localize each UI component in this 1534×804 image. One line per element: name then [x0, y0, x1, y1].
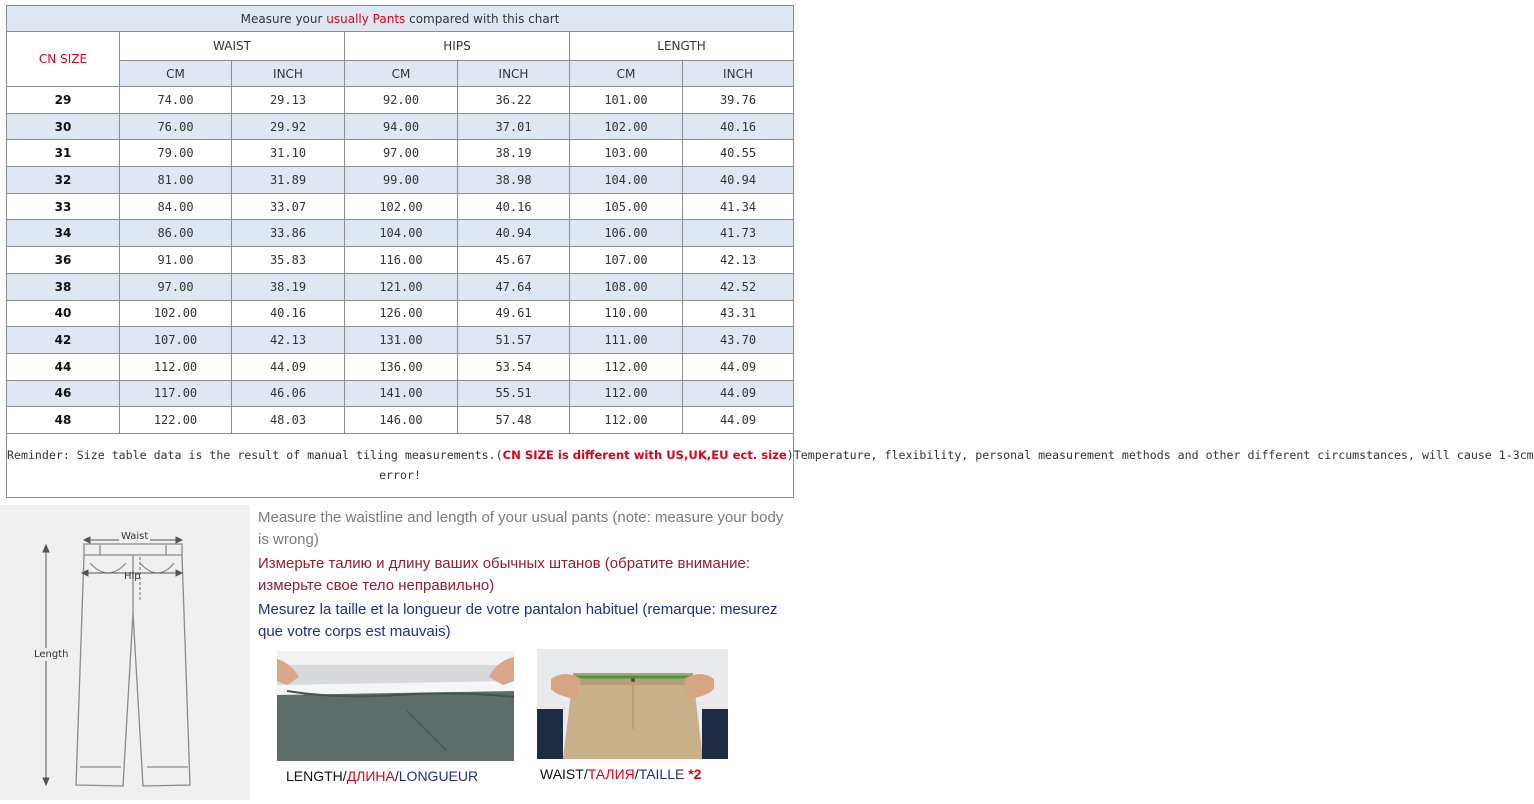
measurement-cell: 37.01 — [458, 113, 570, 140]
measurement-cell: 31.10 — [232, 140, 345, 167]
measurement-cell: 44.09 — [232, 353, 345, 380]
size-cell: 36 — [7, 247, 120, 274]
size-cell: 44 — [7, 353, 120, 380]
measurement-cell: 33.86 — [232, 220, 345, 247]
size-cell: 34 — [7, 220, 120, 247]
measurement-cell: 112.00 — [570, 407, 683, 434]
unit-header: CM — [345, 61, 458, 87]
measurement-cell: 112.00 — [570, 380, 683, 407]
size-cell: 42 — [7, 327, 120, 354]
size-row — [7, 353, 794, 380]
instruction-french: Mesurez la taille et la longueur de votre pantalon habituel (remarque: mesurez que votre corps est mauvais) — [258, 601, 778, 640]
caption-accent: usually Pants — [326, 11, 406, 26]
length-caption: LENGTH/ДЛИНА/LONGUEUR — [286, 768, 479, 784]
measurement-cell: 94.00 — [345, 113, 458, 140]
unit-header: INCH — [683, 61, 794, 87]
measurement-cell: 57.48 — [458, 407, 570, 434]
waist-label: Waist — [121, 531, 149, 542]
size-row — [7, 273, 794, 300]
measurement-cell: 45.67 — [458, 247, 570, 274]
measurement-cell: 35.83 — [232, 247, 345, 274]
measurement-cell: 86.00 — [120, 220, 232, 247]
size-cell: 31 — [7, 140, 120, 167]
measurement-cell: 112.00 — [120, 353, 232, 380]
unit-header-row — [7, 61, 794, 87]
size-cell: 38 — [7, 273, 120, 300]
hip-label: Hip — [124, 571, 141, 582]
measurement-cell: 91.00 — [120, 247, 232, 274]
measurement-cell: 29.92 — [232, 113, 345, 140]
measurement-cell: 97.00 — [345, 140, 458, 167]
size-row — [7, 247, 794, 274]
measurement-cell: 43.31 — [683, 300, 794, 327]
measurement-cell: 42.13 — [232, 327, 345, 354]
measurement-cell: 136.00 — [345, 353, 458, 380]
measurement-cell: 39.76 — [683, 87, 794, 114]
measurement-cell: 38.19 — [458, 140, 570, 167]
measurement-cell: 111.00 — [570, 327, 683, 354]
measurement-cell: 40.16 — [683, 113, 794, 140]
waist-header: WAIST — [120, 32, 345, 61]
measurement-cell: 84.00 — [120, 193, 232, 220]
measurement-cell: 42.13 — [683, 247, 794, 274]
measurement-cell: 131.00 — [345, 327, 458, 354]
measurement-cell: 108.00 — [570, 273, 683, 300]
measurement-cell: 53.54 — [458, 353, 570, 380]
measurement-cell: 48.03 — [232, 407, 345, 434]
measurement-cell: 102.00 — [120, 300, 232, 327]
reminder-note: Reminder: Size table data is the result of manual tiling measurements.(CN SIZE is different with US,UK,EU ect. size)Temperature, flexibility, personal measurement methods and other different circumstances, will cause 1-3cm error! — [7, 433, 794, 497]
measurement-cell: 29.13 — [232, 87, 345, 114]
measurement-cell: 146.00 — [345, 407, 458, 434]
measurement-cell: 40.16 — [232, 300, 345, 327]
measurement-cell: 44.09 — [683, 380, 794, 407]
measurement-cell: 40.55 — [683, 140, 794, 167]
measuring-waist-photo-icon — [537, 649, 728, 759]
measurement-cell: 42.52 — [683, 273, 794, 300]
size-row — [7, 220, 794, 247]
size-chart-table — [6, 5, 1534, 498]
measurement-cell: 126.00 — [345, 300, 458, 327]
measurement-cell: 41.73 — [683, 220, 794, 247]
unit-header: CM — [570, 61, 683, 87]
measurement-cell: 46.06 — [232, 380, 345, 407]
measurement-cell: 121.00 — [345, 273, 458, 300]
length-measurement-photo — [277, 651, 514, 761]
measurement-cell: 40.16 — [458, 193, 570, 220]
size-row — [7, 140, 794, 167]
measurement-cell: 79.00 — [120, 140, 232, 167]
instruction-english: Measure the waistline and length of your usual pants (note: measure your body is wrong) — [258, 509, 784, 548]
measurement-cell: 122.00 — [120, 407, 232, 434]
measurement-cell: 31.89 — [232, 167, 345, 194]
measurement-cell: 107.00 — [120, 327, 232, 354]
measuring-length-photo-icon — [277, 651, 514, 761]
reminder-accent: CN SIZE is different with US,UK,EU ect. size — [502, 448, 787, 463]
measurement-cell: 110.00 — [570, 300, 683, 327]
measurement-cell: 107.00 — [570, 247, 683, 274]
measurement-cell: 33.07 — [232, 193, 345, 220]
measurement-cell: 38.19 — [232, 273, 345, 300]
size-row — [7, 327, 794, 354]
reminder-row — [7, 433, 794, 497]
measurement-cell: 47.64 — [458, 273, 570, 300]
size-row — [7, 193, 794, 220]
measurement-cell: 104.00 — [345, 220, 458, 247]
size-row — [7, 113, 794, 140]
measurement-cell: 99.00 — [345, 167, 458, 194]
measurement-cell: 40.94 — [458, 220, 570, 247]
size-cell: 29 — [7, 87, 120, 114]
size-cell: 48 — [7, 407, 120, 434]
measurement-cell: 76.00 — [120, 113, 232, 140]
size-cell: 46 — [7, 380, 120, 407]
group-header-row — [7, 32, 794, 61]
size-row — [7, 167, 794, 194]
measurement-cell: 74.00 — [120, 87, 232, 114]
unit-header: INCH — [458, 61, 570, 87]
measurement-cell: 92.00 — [345, 87, 458, 114]
measurement-cell: 97.00 — [120, 273, 232, 300]
size-cell: 40 — [7, 300, 120, 327]
measurement-cell: 55.51 — [458, 380, 570, 407]
measurement-cell: 49.61 — [458, 300, 570, 327]
measurement-cell: 105.00 — [570, 193, 683, 220]
measurement-cell: 36.22 — [458, 87, 570, 114]
cn-size-header: CN SIZE — [7, 32, 120, 87]
unit-header: CM — [120, 61, 232, 87]
measurement-cell: 81.00 — [120, 167, 232, 194]
measurement-cell: 38.98 — [458, 167, 570, 194]
measurement-cell: 104.00 — [570, 167, 683, 194]
size-cell: 33 — [7, 193, 120, 220]
size-cell: 30 — [7, 113, 120, 140]
size-row — [7, 87, 794, 114]
size-row — [7, 300, 794, 327]
measurement-cell: 102.00 — [345, 193, 458, 220]
size-row — [7, 407, 794, 434]
measurement-cell: 102.00 — [570, 113, 683, 140]
hips-header: HIPS — [345, 32, 570, 61]
measurement-cell: 44.09 — [683, 407, 794, 434]
measurement-cell: 43.70 — [683, 327, 794, 354]
unit-header: INCH — [232, 61, 345, 87]
instruction-russian: Измерьте талию и длину ваших обычных штанов (обратите внимание: измерьте свое тело неправильно) — [258, 555, 751, 594]
size-row — [7, 380, 794, 407]
measurement-cell: 40.94 — [683, 167, 794, 194]
length-header: LENGTH — [570, 32, 794, 61]
waist-measurement-photo — [537, 649, 728, 759]
measurement-cell: 101.00 — [570, 87, 683, 114]
measurement-cell: 106.00 — [570, 220, 683, 247]
table-caption: Measure your usually Pants compared with this chart — [7, 6, 794, 32]
measurement-cell: 103.00 — [570, 140, 683, 167]
measurement-cell: 44.09 — [683, 353, 794, 380]
waist-caption: WAIST/ТАЛИЯ/TAILLE *2 — [540, 766, 702, 782]
length-label: Length — [34, 649, 69, 660]
measurement-cell: 112.00 — [570, 353, 683, 380]
pants-illustration — [0, 505, 250, 800]
measurement-cell: 141.00 — [345, 380, 458, 407]
measurement-cell: 116.00 — [345, 247, 458, 274]
size-cell: 32 — [7, 167, 120, 194]
measurement-cell: 51.57 — [458, 327, 570, 354]
table-caption-row — [7, 6, 794, 32]
measurement-cell: 41.34 — [683, 193, 794, 220]
size-rows — [7, 87, 794, 434]
measurement-cell: 117.00 — [120, 380, 232, 407]
